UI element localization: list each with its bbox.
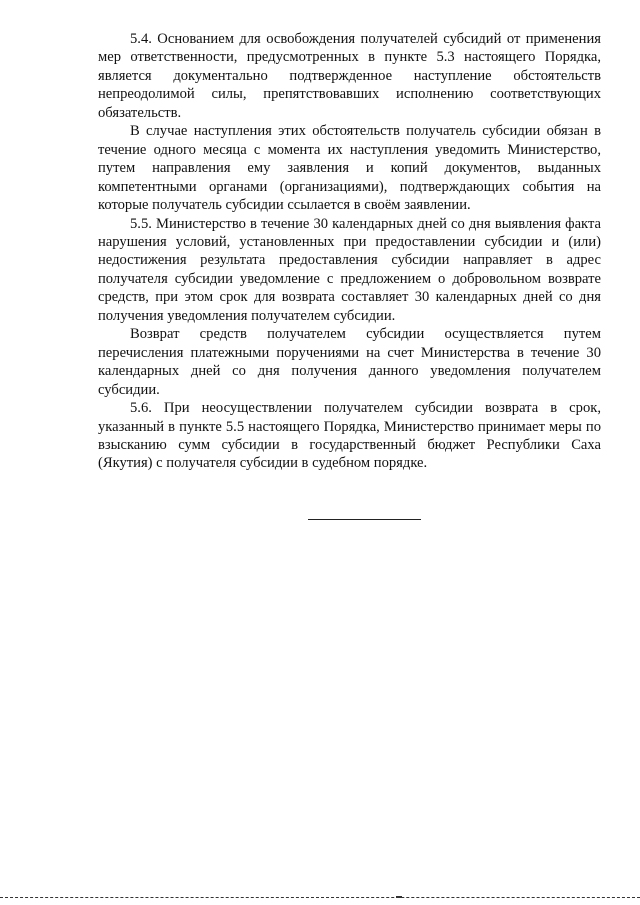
- paragraph-5-6: 5.6. При неосуществлении получателем субсидии возврата в срок, указанный в пункте 5.5 настоящего Порядка, Министерство принимает меры по взысканию сумм субсидии в государственный бюджет Республики Саха (Якутия) с получателя субсидии в судебном порядке.: [98, 400, 601, 472]
- paragraph-5-4: 5.4. Основанием для освобождения получателей субсидий от применения мер ответственности, предусмотренных в пункте 5.3 настоящего Порядка, является документально подтвержденное наступление обстоятельств непреодолимой силы, препятствовавших исполнению соответствующих обязательств.: [98, 31, 601, 121]
- paragraph-refund-procedure: Возврат средств получателем субсидии осуществляется путем перечисления платежными поручениями на счет Министерства в течение 30 календарных дней со дня получения данного уведомления получателем субсидии.: [98, 326, 601, 398]
- paragraph-5-5: 5.5. Министерство в течение 30 календарных дней со дня выявления факта нарушения условий, установленных при предоставлении субсидии и (или) недостижения результата предоставления субсидии направляет в адрес получателя субсидии уведомление с предложением о добровольном возврате средств, при этом срок для возврата составляет 30 календарных дней со дня получения уведомления получателем субсидии.: [98, 215, 601, 324]
- document-body: [98, 30, 601, 473]
- paragraph-force-majeure-notice: В случае наступления этих обстоятельств получатель субсидии обязан в течение одного месяца с момента их наступления уведомить Министерство, путем направления ему заявления и копий документов, выданных компетентными органами (организациями), подтверждающих события на которые получатель субсидии ссылается в своём заявлении.: [98, 123, 601, 214]
- page-bottom-mark: [396, 896, 402, 898]
- page-bottom-rule: [0, 897, 640, 898]
- end-separator-line: [308, 519, 421, 520]
